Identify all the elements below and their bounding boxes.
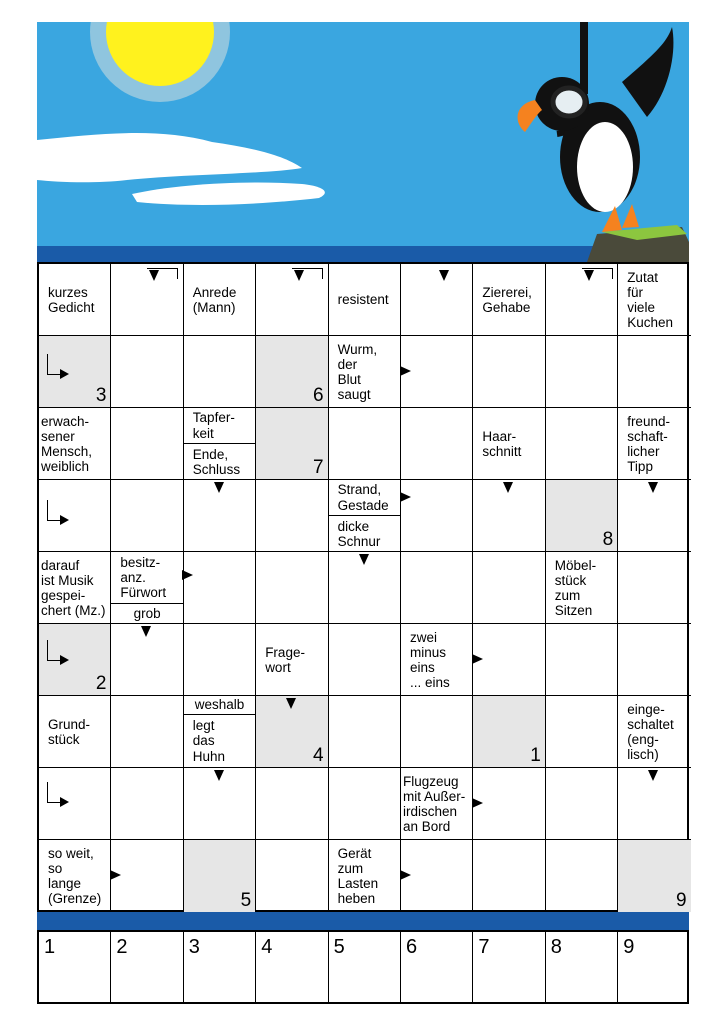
grid-cell-r3-c8[interactable]: [546, 408, 618, 480]
clue-line: ... eins: [410, 675, 450, 691]
clue-resistent: [329, 264, 400, 336]
solution-number-4: 4: [313, 745, 324, 766]
clue-frage: [256, 624, 327, 696]
grid-cell-r9-c8[interactable]: [546, 840, 618, 912]
clue-line: schaft-: [627, 428, 668, 444]
clue-line: Blut: [337, 372, 361, 387]
clue-line: chert (Mz.): [41, 603, 106, 619]
grid-cell-r5-c4[interactable]: [256, 552, 328, 624]
solution-row: [37, 930, 689, 1004]
clue-line: (Mann): [192, 300, 236, 315]
grid-cell-r1-c7: [473, 264, 545, 336]
clue-line: Zutat: [627, 269, 658, 285]
clue-line: wort: [265, 660, 291, 675]
solution-box-3[interactable]: [184, 932, 256, 1002]
clue-line: Schnur: [337, 534, 381, 549]
clue-line: Gehabe: [482, 300, 531, 315]
grid-cell-r6-c4: [256, 624, 328, 696]
clue-line: Lasten: [337, 876, 379, 891]
solution-box-label: 1: [44, 936, 56, 958]
clue-line: lisch): [627, 747, 659, 763]
clue-line: mit Außer-: [403, 788, 466, 804]
grid-cell-r4-c4[interactable]: [256, 480, 328, 552]
bent-arrow-icon: [147, 268, 178, 279]
grid-cell-r2-c6[interactable]: [401, 336, 473, 408]
grid-cell-r1-c3: [184, 264, 256, 336]
clue-dicke-schnur: [329, 516, 400, 552]
clue-line: (Grenze): [48, 891, 102, 907]
grid-cell-r2-c4[interactable]: [256, 336, 328, 408]
grid-cell-r6-c6: [401, 624, 473, 696]
clue-ende: [184, 444, 255, 480]
clue-line: Frage-: [265, 644, 305, 660]
grid-cell-r1-c8[interactable]: [546, 264, 618, 336]
solution-box-1[interactable]: [39, 932, 111, 1002]
clue-line: erwach-: [41, 413, 90, 429]
clue-line: Anrede: [192, 284, 237, 300]
clue-line: stück: [554, 572, 587, 588]
grid-cell-r9-c5: [329, 840, 401, 912]
grid-cell-r2-c9[interactable]: [618, 336, 690, 408]
clue-line: darauf: [41, 557, 80, 573]
arrow-down-icon: [359, 554, 369, 565]
clue-line: Mensch,: [41, 444, 93, 459]
solution-box-label: 7: [478, 936, 490, 958]
arrow-down-icon: [286, 698, 296, 709]
grid-cell-r9-c2[interactable]: [111, 840, 183, 912]
clue-line: schaltet: [627, 716, 674, 732]
grid-cell-r7-c5[interactable]: [329, 696, 401, 768]
clue-line: Grund-: [48, 716, 91, 732]
grid-cell-r8-c5[interactable]: [329, 768, 401, 840]
clue-grob: [111, 604, 182, 624]
grid-cell-r6-c3[interactable]: [184, 624, 256, 696]
grid-cell-r3-c2[interactable]: [111, 408, 183, 480]
bent-arrow-icon: [582, 268, 613, 279]
grid-cell-r4-c8[interactable]: [546, 480, 618, 552]
solution-number-8: 8: [602, 529, 614, 550]
clue-line: stück: [48, 732, 80, 747]
grid-cell-r2-c3[interactable]: [184, 336, 256, 408]
grid-cell-r7-c8[interactable]: [546, 696, 618, 768]
solution-number-6: 6: [313, 385, 324, 406]
grid-cell-r5-c2: [111, 552, 183, 624]
solution-box-label: 8: [550, 936, 562, 958]
grid-cell-r3-c1: [39, 408, 111, 480]
clue-line: Haar-: [482, 428, 517, 444]
grid-cell-r2-c7[interactable]: [473, 336, 545, 408]
grid-cell-r6-c5[interactable]: [329, 624, 401, 696]
solution-number-5: 5: [240, 890, 252, 911]
clue-line: eins: [410, 660, 435, 675]
grid-cell-r6-c9[interactable]: [618, 624, 690, 696]
solution-box-8[interactable]: [546, 932, 618, 1002]
solution-box-label: 6: [406, 936, 418, 958]
clue-line: legt: [192, 718, 215, 734]
clue-haarschnitt: [473, 408, 544, 480]
clue-besitz: [111, 552, 182, 604]
solution-number-9: 9: [676, 890, 687, 911]
arrow-down-icon: [648, 770, 658, 781]
grid-cell-r8-c4[interactable]: [256, 768, 328, 840]
clue-line: Sitzen: [554, 603, 593, 619]
clue-line: Fürwort: [120, 585, 167, 601]
clue-line: Gedicht: [48, 300, 95, 315]
grid-cell-r6-c2[interactable]: [111, 624, 183, 696]
solution-box-7[interactable]: [473, 932, 545, 1002]
clue-line: gespei-: [41, 588, 86, 603]
clue-line: heben: [337, 891, 376, 907]
solution-box-5[interactable]: [329, 932, 401, 1002]
grid-cell-r8-c6: [401, 768, 473, 840]
grid-cell-r2-c8[interactable]: [546, 336, 618, 408]
grid-cell-r4-c9[interactable]: [618, 480, 690, 552]
clue-line: Flugzeug: [403, 773, 459, 789]
clue-tapferkeit: [184, 408, 255, 444]
grid-cell-r2-c5: [329, 336, 401, 408]
arrow-down-icon: [439, 270, 449, 281]
clue-erwachsener: [39, 408, 110, 480]
bent-arrow-icon: [47, 640, 60, 661]
clue-line: kurzes: [48, 284, 88, 300]
clue-line: zum: [554, 588, 581, 603]
solution-number-2: 2: [95, 673, 107, 694]
clue-ziererei: [473, 264, 544, 336]
clue-line: Gerät: [337, 845, 372, 861]
clue-line: Kuchen: [627, 315, 673, 331]
clue-line: ist Musik: [41, 572, 94, 588]
grid-cell-r8-c8[interactable]: [546, 768, 618, 840]
solution-box-label: 4: [261, 936, 273, 958]
clue-line: einge-: [627, 701, 665, 717]
grid-cell-r9-c4[interactable]: [256, 840, 328, 912]
clue-line: minus: [410, 644, 447, 660]
grid-cell-r9-c6[interactable]: [401, 840, 473, 912]
grid-cell-r5-c1: [39, 552, 111, 624]
arrow-down-icon: [141, 626, 151, 637]
grid-cell-r3-c6[interactable]: [401, 408, 473, 480]
clue-line: Tapfer-: [192, 410, 235, 426]
clue-darauf-musik: [39, 552, 110, 624]
clue-grundstueck: [39, 696, 110, 768]
grid-cell-r4-c5: [329, 480, 401, 552]
grid-cell-r8-c2[interactable]: [111, 768, 183, 840]
grid-cell-r3-c7: [473, 408, 545, 480]
clue-line: Ziererei,: [482, 284, 532, 300]
header-illustration: [37, 22, 689, 262]
grid-cell-r3-c5[interactable]: [329, 408, 401, 480]
solution-box-label: 2: [116, 936, 128, 958]
crossword-grid: [37, 262, 689, 912]
grid-cell-r1-c9: [618, 264, 690, 336]
grid-cell-r9-c1: [39, 840, 111, 912]
clue-zutat: [618, 264, 690, 336]
clue-line: Wurm,: [337, 341, 378, 357]
clue-zwei-minus: [401, 624, 472, 696]
grid-cell-r9-c7[interactable]: [473, 840, 545, 912]
grid-cell-r8-c1[interactable]: [39, 768, 111, 840]
clue-line: weshalb: [194, 697, 245, 713]
clue-line: so: [48, 860, 63, 876]
grid-cell-r7-c4[interactable]: [256, 696, 328, 768]
clue-line: weiblich: [41, 459, 90, 475]
arrow-down-icon: [648, 482, 658, 493]
grid-cell-r4-c2[interactable]: [111, 480, 183, 552]
bent-arrow-icon: [47, 782, 60, 803]
clue-line: (eng-: [627, 732, 659, 747]
clue-line: viele: [627, 300, 655, 315]
arrow-down-icon: [214, 770, 224, 781]
clue-line: zwei: [410, 629, 438, 645]
grid-cell-r7-c6[interactable]: [401, 696, 473, 768]
grid-cell-r5-c6[interactable]: [401, 552, 473, 624]
clue-line: Tipp: [627, 459, 653, 475]
solution-box-6[interactable]: [401, 932, 473, 1002]
grid-cell-r8-c9[interactable]: [618, 768, 690, 840]
solution-box-2[interactable]: [111, 932, 183, 1002]
clue-line: freund-: [627, 413, 670, 429]
grid-cell-r1-c5: [329, 264, 401, 336]
solution-box-4[interactable]: [256, 932, 328, 1002]
clue-weshalb: [184, 696, 255, 715]
grid-cell-r5-c3[interactable]: [184, 552, 256, 624]
clue-line: das: [192, 733, 215, 749]
solution-box-label: 9: [623, 936, 635, 958]
clue-line: besitz-: [120, 554, 161, 570]
grid-cell-r4-c6[interactable]: [401, 480, 473, 552]
clue-line: dicke: [337, 518, 370, 534]
grid-cell-r7-c1: [39, 696, 111, 768]
clue-flugzeug: [401, 768, 472, 840]
grid-cell-r1-c4[interactable]: [256, 264, 328, 336]
solution-number-7: 7: [313, 457, 324, 478]
clue-legt-huhn: [184, 714, 255, 768]
clue-line: grob: [133, 606, 161, 622]
grid-cell-r7-c9: [618, 696, 690, 768]
clue-anrede: [184, 264, 255, 336]
clue-line: keit: [192, 425, 214, 441]
clue-line: lange: [48, 876, 82, 891]
grid-cell-r7-c7[interactable]: [473, 696, 545, 768]
clue-line: Ende,: [192, 446, 229, 462]
clue-moebel: [546, 552, 617, 624]
clue-line: so weit,: [48, 845, 94, 861]
grid-cell-r4-c1[interactable]: [39, 480, 111, 552]
clue-line: Gestade: [337, 497, 389, 513]
clue-strand: [329, 480, 400, 516]
grid-cell-r8-c7[interactable]: [473, 768, 545, 840]
grid-cell-r4-c3[interactable]: [184, 480, 256, 552]
arrow-down-icon: [214, 482, 224, 493]
bent-arrow-icon: [47, 500, 60, 521]
clue-line: anz.: [120, 569, 146, 585]
clue-line: Möbel-: [554, 557, 597, 573]
grid-cell-r5-c8: [546, 552, 618, 624]
clue-so-weit: [39, 840, 110, 912]
grid-cell-r9-c9[interactable]: [618, 840, 690, 912]
clue-freundschaftlich: [618, 408, 690, 480]
solution-number-1: 1: [530, 745, 541, 766]
grid-cell-r3-c9: [618, 408, 690, 480]
grid-cell-r8-c3[interactable]: [184, 768, 256, 840]
clue-line: saugt: [337, 387, 371, 403]
clue-line: an Bord: [403, 819, 451, 835]
clue-line: licher: [627, 444, 660, 459]
grid-cell-r5-c7[interactable]: [473, 552, 545, 624]
bent-arrow-icon: [47, 354, 60, 375]
grid-cell-r9-c3[interactable]: [184, 840, 256, 912]
grid-cell-r6-c1[interactable]: [39, 624, 111, 696]
clue-line: resistent: [337, 292, 389, 308]
clue-wurm: [329, 336, 400, 408]
clue-line: der: [337, 356, 358, 372]
clue-line: Huhn: [192, 748, 226, 764]
beach-scene: [37, 22, 689, 262]
grid-cell-r7-c2[interactable]: [111, 696, 183, 768]
grid-cell-r3-c3: [184, 408, 256, 480]
grid-cell-r7-c3: [184, 696, 256, 768]
grid-cell-r1-c6[interactable]: [401, 264, 473, 336]
solution-box-9[interactable]: [618, 932, 690, 1002]
grid-cell-r2-c2[interactable]: [111, 336, 183, 408]
clue-line: irdischen: [403, 804, 458, 819]
clue-line: sener: [41, 428, 75, 444]
arrow-down-icon: [503, 482, 513, 493]
solution-box-label: 3: [188, 936, 200, 958]
bent-arrow-icon: [292, 268, 323, 279]
grid-cell-r1-c2[interactable]: [111, 264, 183, 336]
clue-line: für: [627, 284, 643, 300]
solution-box-label: 5: [333, 936, 345, 958]
grid-cell-r3-c4[interactable]: [256, 408, 328, 480]
solution-number-3: 3: [95, 385, 107, 406]
solution-band: [37, 912, 689, 930]
clue-line: zum: [337, 860, 364, 876]
grid-cell-r6-c8[interactable]: [546, 624, 618, 696]
clue-line: Strand,: [337, 482, 382, 498]
grid-cell-r6-c7[interactable]: [473, 624, 545, 696]
clue-kurzes-gedicht: [39, 264, 110, 336]
grid-cell-r5-c9[interactable]: [618, 552, 690, 624]
grid-cell-r4-c7[interactable]: [473, 480, 545, 552]
grid-cell-r2-c1[interactable]: [39, 336, 111, 408]
clue-eingeschaltet: [618, 696, 690, 768]
clue-line: schnitt: [482, 444, 522, 459]
clue-line: Schluss: [192, 462, 241, 477]
grid-cell-r1-c1: [39, 264, 111, 336]
grid-cell-r5-c5[interactable]: [329, 552, 401, 624]
clue-geraet: [329, 840, 400, 912]
